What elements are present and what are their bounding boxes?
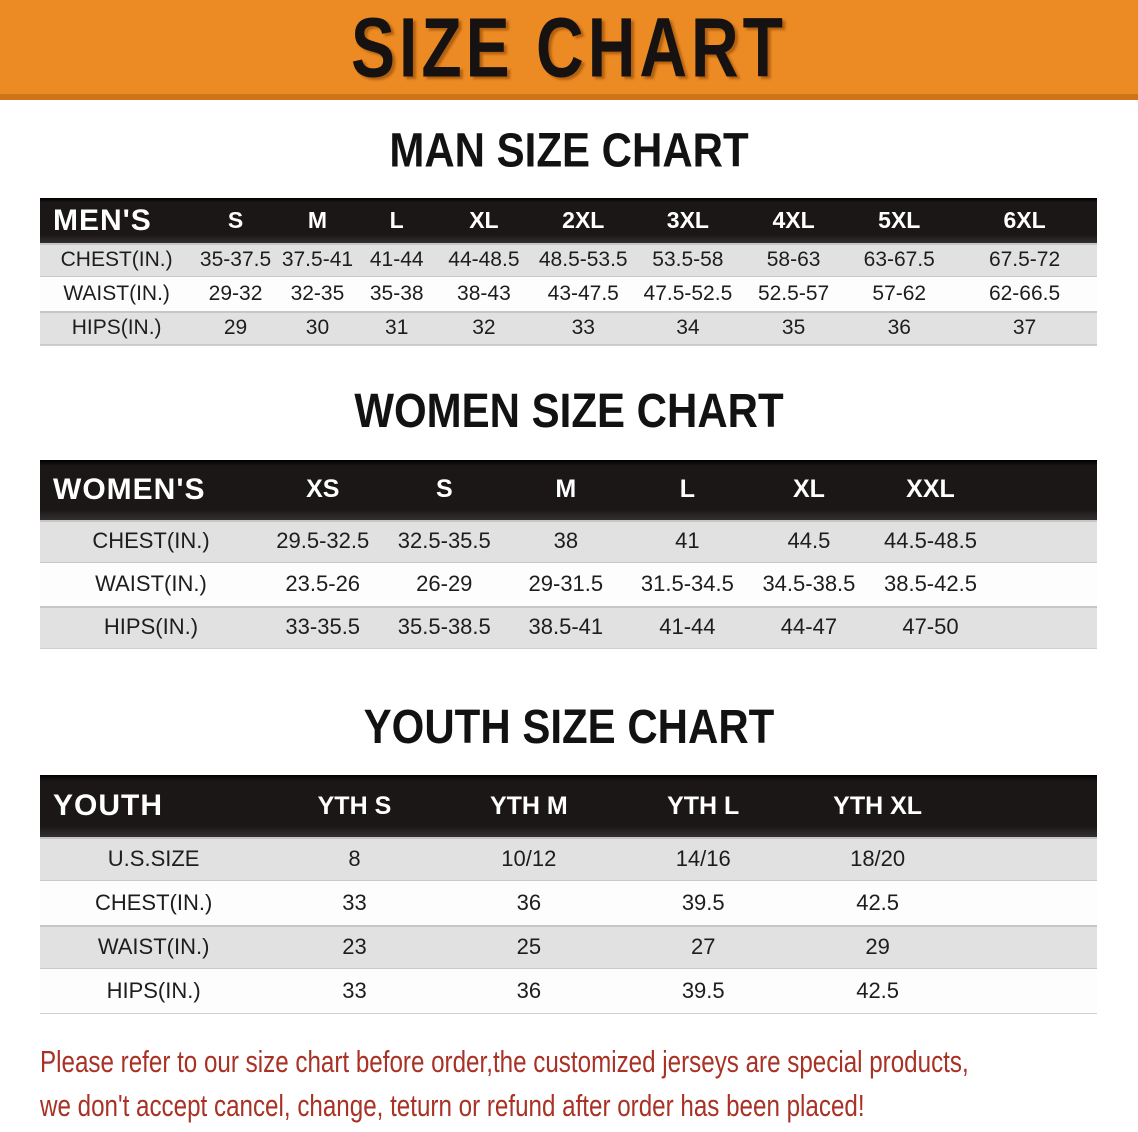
youth-row-u-s-size <box>40 837 1097 881</box>
youth-size-column-2: YTH L <box>616 775 790 837</box>
youth-value-2-3: 29 <box>865 934 890 959</box>
men-size-column-5: 3XL <box>635 198 741 243</box>
men-value-1-6: 52.5-57 <box>757 282 830 305</box>
men-value-1-0: 29-32 <box>208 282 263 305</box>
men-size-table <box>40 198 1097 346</box>
men-value-0-4: 48.5-53.5 <box>538 248 628 271</box>
men-value-2-4: 33 <box>571 315 595 339</box>
men-value-2-7: 36 <box>887 315 911 339</box>
size-chart-banner <box>0 0 1138 100</box>
women-value-1-1: 26-29 <box>416 571 473 596</box>
men-corner-label: MEN'S <box>40 198 193 243</box>
men-value-1-3: 38-43 <box>457 282 511 305</box>
women-row-filler <box>991 520 1097 563</box>
youth-value-2-0: 23 <box>342 934 367 959</box>
youth-row-filler <box>965 837 1097 881</box>
women-value-2-4: 44-47 <box>780 613 838 639</box>
measure-label: CHEST(IN.) <box>60 248 173 271</box>
men-row-chest-in <box>40 243 1097 277</box>
disclaimer-line-1: Please refer to our size chart before order,the customized jerseys are special products, <box>40 1043 969 1079</box>
measure-label: U.S.SIZE <box>107 846 200 871</box>
women-size-column-5: XXL <box>870 460 992 520</box>
youth-size-column-3: YTH XL <box>790 775 964 837</box>
women-size-table <box>40 460 1097 650</box>
youth-value-1-1: 36 <box>516 890 542 915</box>
youth-value-3-3: 42.5 <box>856 977 900 1003</box>
men-value-0-0: 35-37.5 <box>199 248 272 271</box>
men-size-column-6: 4XL <box>741 198 847 243</box>
youth-value-3-2: 39.5 <box>681 977 725 1003</box>
men-value-0-6: 58-63 <box>766 248 821 271</box>
women-value-1-4: 34.5-38.5 <box>762 571 856 596</box>
disclaimer-line-2: we don't accept cancel, change, teturn or refund after order has been placed! <box>40 1087 865 1123</box>
youth-size-column-0: YTH S <box>267 775 441 837</box>
men-value-0-7: 63-67.5 <box>863 248 935 271</box>
women-size-column-3: L <box>627 460 749 520</box>
women-value-0-3: 41 <box>675 528 700 553</box>
men-value-0-2: 41-44 <box>369 248 424 271</box>
men-value-2-5: 34 <box>676 315 700 339</box>
women-value-1-0: 23.5-26 <box>285 571 361 596</box>
women-row-waist-in <box>40 563 1097 606</box>
measure-label: CHEST(IN.) <box>94 890 213 915</box>
women-size-column-2: M <box>505 460 627 520</box>
disclaimer <box>40 1040 1138 1128</box>
men-value-1-4: 43-47.5 <box>547 282 619 305</box>
measure-label: CHEST(IN.) <box>92 528 210 553</box>
men-size-column-4: 2XL <box>531 198 635 243</box>
men-value-2-3: 32 <box>472 315 496 339</box>
youth-row-hips-in <box>40 969 1097 1013</box>
youth-value-0-2: 14/16 <box>675 846 731 871</box>
men-value-0-8: 67.5-72 <box>988 248 1061 271</box>
men-value-2-6: 35 <box>781 315 806 339</box>
youth-row-filler <box>965 925 1097 969</box>
youth-row-filler <box>965 969 1097 1013</box>
men-value-1-7: 57-62 <box>872 282 927 305</box>
measure-label: HIPS(IN.) <box>71 315 162 339</box>
women-corner-label: WOMEN'S <box>40 460 262 520</box>
women-size-column-4: XL <box>748 460 870 520</box>
measure-label: HIPS(IN.) <box>106 977 201 1003</box>
youth-corner-label: YOUTH <box>40 775 267 837</box>
measure-label: WAIST(IN.) <box>95 571 207 596</box>
youth-row-filler <box>965 881 1097 925</box>
women-value-2-5: 47-50 <box>902 613 959 639</box>
women-value-1-5: 38.5-42.5 <box>883 571 977 596</box>
women-size-column-0: XS <box>262 460 384 520</box>
women-value-0-0: 29.5-32.5 <box>276 528 370 553</box>
men-value-0-1: 37.5-41 <box>281 248 354 271</box>
women-value-0-4: 44.5 <box>787 528 831 553</box>
women-row-filler <box>991 563 1097 606</box>
women-value-1-3: 31.5-34.5 <box>640 571 734 596</box>
women-value-1-2: 29-31.5 <box>528 571 604 596</box>
banner-title: SIZE CHART <box>351 0 787 95</box>
youth-value-0-0: 8 <box>348 846 361 871</box>
youth-value-3-0: 33 <box>342 977 367 1003</box>
youth-value-2-1: 25 <box>516 934 542 959</box>
men-value-1-8: 62-66.5 <box>988 282 1061 305</box>
youth-value-3-1: 36 <box>516 977 542 1003</box>
youth-size-chart-title: YOUTH SIZE CHART <box>363 699 775 754</box>
men-value-1-5: 47.5-52.5 <box>643 282 733 305</box>
women-value-0-2: 38 <box>553 528 579 553</box>
men-value-2-2: 31 <box>385 315 409 339</box>
women-size-chart-title: WOMEN SIZE CHART <box>354 382 784 437</box>
women-value-0-5: 44.5-48.5 <box>883 528 977 553</box>
men-value-0-5: 53.5-58 <box>652 248 724 271</box>
youth-row-waist-in <box>40 925 1097 969</box>
men-row-waist-in <box>40 277 1097 311</box>
women-value-2-0: 33-35.5 <box>285 613 361 639</box>
youth-value-0-1: 10/12 <box>501 846 557 871</box>
measure-label: HIPS(IN.) <box>103 613 199 639</box>
measure-label: WAIST(IN.) <box>97 934 210 959</box>
men-size-column-1: M <box>278 198 357 243</box>
men-size-column-2: L <box>357 198 436 243</box>
men-value-2-1: 30 <box>305 315 330 339</box>
men-size-column-0: S <box>193 198 278 243</box>
women-value-0-1: 32.5-35.5 <box>397 528 491 553</box>
men-value-1-1: 32-35 <box>290 282 345 305</box>
women-row-chest-in <box>40 520 1097 563</box>
men-value-1-2: 35-38 <box>369 282 424 305</box>
youth-value-2-2: 27 <box>690 934 716 959</box>
women-size-column-1: S <box>384 460 506 520</box>
youth-size-column-1: YTH M <box>442 775 616 837</box>
men-value-0-3: 44-48.5 <box>448 248 520 271</box>
measure-label: WAIST(IN.) <box>63 282 170 305</box>
women-value-2-2: 38.5-41 <box>528 613 604 639</box>
youth-row-chest-in <box>40 881 1097 925</box>
youth-value-1-3: 42.5 <box>856 890 900 915</box>
youth-value-1-2: 39.5 <box>681 890 725 915</box>
youth-value-1-0: 33 <box>342 890 367 915</box>
men-size-column-3: XL <box>436 198 531 243</box>
men-value-2-8: 37 <box>1012 315 1037 339</box>
youth-value-0-3: 18/20 <box>850 846 906 871</box>
women-value-2-1: 35.5-38.5 <box>397 613 491 639</box>
men-size-column-7: 5XL <box>846 198 952 243</box>
men-size-column-8: 6XL <box>952 198 1097 243</box>
man-size-chart-title: MAN SIZE CHART <box>389 122 749 177</box>
men-value-2-0: 29 <box>223 315 248 339</box>
youth-size-table <box>40 775 1097 1014</box>
women-value-2-3: 41-44 <box>659 613 716 639</box>
